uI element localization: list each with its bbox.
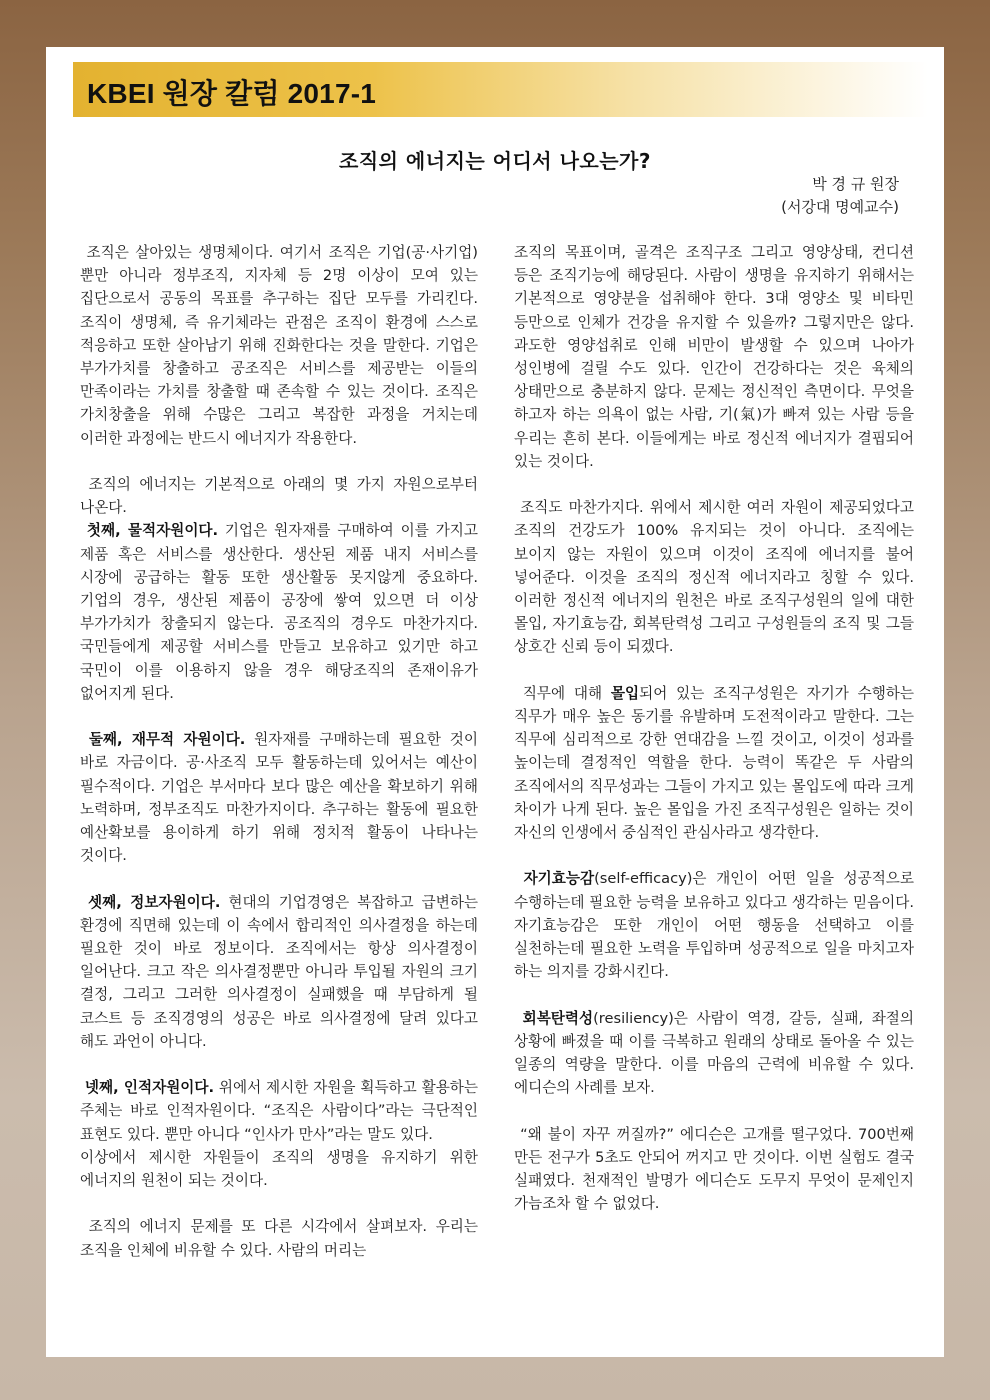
paragraph: 회복탄력성(resiliency)은 사람이 역경, 갈등, 실패, 좌절의 상황에 빠졌을 때 이를 극복하고 원래의 상태로 돌아올 수 있는 일종의 역량을 말한다. 이를 마음의 근력에 비유할 수 있다. 에디슨의 사례를 보자. bbox=[514, 1009, 914, 1097]
author-block bbox=[781, 173, 899, 219]
keyword: 회복탄력성 bbox=[522, 1009, 594, 1027]
paragraph: 조직도 마찬가지다. 위에서 제시한 여러 자원이 제공되었다고 조직의 건강도가 100% 유지되는 것이 아니다. 조직에는 보이지 않는 자원이 있으며 이것이 조직에 에너지를 불어 넣어준다. 이것을 조직의 정신적 에너지라고 칭할 수 있다. 이러한 정신적 에너지의 원천은 바로 조직구성원의 일에 대한 몰입, 자기효능감, 회복탄력성 그리고 구성원들의 조직 및 그들 상호간 신뢰 등이 되겠다. bbox=[514, 499, 915, 656]
right-column bbox=[514, 241, 914, 1215]
left-column bbox=[80, 241, 478, 1262]
paragraph: 이상에서 제시한 자원들이 조직의 생명을 유지하기 위한 에너지의 원천이 되는 것이다. bbox=[80, 1148, 478, 1190]
keyword: 자기효능감 bbox=[523, 870, 595, 888]
paragraph: 셋째, 정보자원이다. 현대의 기업경영은 복잡하고 급변하는 환경에 직면해 있는데 이 속에서 합리적인 의사결정을 하는데 필요한 것이 바로 정보이다. 조직에서는 항상 의사결정이 일어난다. 크고 작은 의사결정뿐만 아니라 투입될 자원의 크기 결정, 그리고 그러한 의사결정이 실패했을 때 부담하게 될 코스트 등 조직경영의 성공은 바로 의사결정에 달려 있다고 해도 과언이 아니다. bbox=[80, 893, 479, 1050]
paragraph: 조직의 목표이며, 골격은 조직구조 그리고 영양상태, 컨디션 등은 조직기능에 해당된다. 사람이 생명을 유지하기 위해서는 기본적으로 영양분을 섭취해야 한다. 3대 영양소 및 비타민 등만으로 인체가 건강을 유지할 수 있을까? 그렇지만은 않다. 과도한 영양섭취로 인해 비만이 발생할 수 있으며 나아가 성인병에 걸릴 수도 있다. 인간이 건강하다는 것은 육체의 상태만으로 충분하지 않다. 문제는 정신적인 측면이다. 무엇을 하고자 하는 의욕이 없는 사람, 기(氣)가 빠져 있는 사람 등을 우리는 흔히 본다. 이들에게는 바로 정신적 에너지가 결핍되어 있는 것이다. bbox=[514, 244, 914, 470]
column-header-title: KBEI 원장 칼럼 2017-1 bbox=[87, 78, 377, 109]
column-header-banner bbox=[73, 62, 928, 117]
paragraph: 둘째, 재무적 자원이다. 원자재를 구매하는데 필요한 것이 바로 자금이다. 공·사조직 모두 활동하는데 있어서는 예산이 필수적이다. 기업은 부서마다 보다 많은 예산을 확보하기 위해 노력하며, 정부조직도 마찬가지이다. 추구하는 활동에 필요한 예산확보를 용이하게 하기 위해 정치적 활동이 나타나는 것이다. bbox=[80, 731, 478, 865]
paragraph: 조직은 살아있는 생명체이다. 여기서 조직은 기업(공·사기업) 뿐만 아니라 정부조직, 지자체 등 2명 이상이 모여 있는 집단으로서 공동의 목표를 추구하는 집단 모두를 가리킨다. 조직이 생명체, 즉 유기체라는 관점은 조직이 환경에 스스로 적응하고 또한 살아남기 위해 진화한다는 것을 말한다. 기업은 부가가치를 창출하고 공조직은 서비스를 제공받는 이들의 만족이라는 가치를 창출할 때 존속할 수 있는 것이다. 조직은 가치창출을 위해 수많은 그리고 복잡한 과정을 거치는데 이러한 과정에는 반드시 에너지가 작용한다. bbox=[80, 244, 478, 447]
paragraph: 넷째, 인적자원이다. 위에서 제시한 자원을 획득하고 활용하는 주체는 바로 인적자원이다. “조직은 사람이다”라는 극단적인 표현도 있다. 뿐만 아니다 “인사가 만사”라는 말도 있다. bbox=[80, 1079, 479, 1143]
author-name: 박 경 규 원장 bbox=[812, 175, 899, 193]
paragraph: 직무에 대해 몰입되어 있는 조직구성원은 자기가 수행하는 직무가 매우 높은 동기를 유발하며 도전적이라고 말한다. 그는 직무에 심리적으로 강한 연대감을 느낄 것이고, 이것이 성과를 높이는데 결정적인 역할을 한다. 능력이 똑같은 두 사람의 조직에서의 직무성과는 그들이 가지고 있는 몰입도에 따라 크게 차이가 나게 된다. 높은 몰입을 가진 조직구성원은 일하는 것이 자신의 인생에서 중심적인 관심사라고 생각한다. bbox=[514, 684, 915, 842]
paragraph: 첫째, 물적자원이다. 기업은 원자재를 구매하여 이를 가지고 제품 혹은 서비스를 생산한다. 생산된 제품 내지 서비스를 시장에 공급하는 활동 또한 생산활동 못지않게 중요하다. 기업의 경우, 생산된 제품이 공장에 쌓여 있으면 더 이상 부가가치가 창출되지 않는다. 공조직의 경우도 마찬가지다. 국민들에게 제공할 서비스를 만들고 보유하고 있기만 하고 국민이 이를 이용하지 않을 경우 해당조직의 존재이유가 없어지게 된다. bbox=[80, 522, 478, 702]
section-lead: 셋째, 정보자원이다. bbox=[88, 893, 221, 911]
paragraph: 자기효능감(self-efficacy)은 개인이 어떤 일을 성공적으로 수행하는데 필요한 능력을 보유하고 있다고 생각하는 믿음이다. 자기효능감은 또한 개인이 어떤 행동을 선택하고 이를 실천하는데 필요한 노력을 투입하며 성공적으로 일을 마치고자 하는 의지를 강화시킨다. bbox=[514, 870, 914, 981]
keyword: 몰입 bbox=[610, 684, 640, 702]
section-lead: 넷째, 인적자원이다. bbox=[84, 1079, 215, 1097]
article-title: 조직의 에너지는 어디서 나오는가? bbox=[339, 149, 651, 173]
page-sheet bbox=[46, 47, 944, 1357]
author-affiliation: (서강대 명예교수) bbox=[781, 198, 899, 216]
paragraph: 조직의 에너지 문제를 또 다른 시각에서 살펴보자. 우리는 조직을 인체에 비유할 수 있다. 사람의 머리는 bbox=[80, 1218, 478, 1259]
section-lead: 둘째, 재무적 자원이다. bbox=[88, 731, 246, 749]
section-lead: 첫째, 물적자원이다. bbox=[86, 522, 219, 540]
paragraph: 조직의 에너지는 기본적으로 아래의 몇 가지 자원으로부터 나온다. bbox=[80, 476, 478, 517]
paragraph: “왜 불이 자꾸 꺼질까?” 에디슨은 고개를 떨구었다. 700번째 만든 전구가 5초도 안되어 꺼지고 만 것이다. 이번 실험도 결국 실패였다. 천재적인 발명가 에디슨도 도무지 무엇이 문제인지 가늠조차 할 수 없었다. bbox=[514, 1125, 914, 1213]
